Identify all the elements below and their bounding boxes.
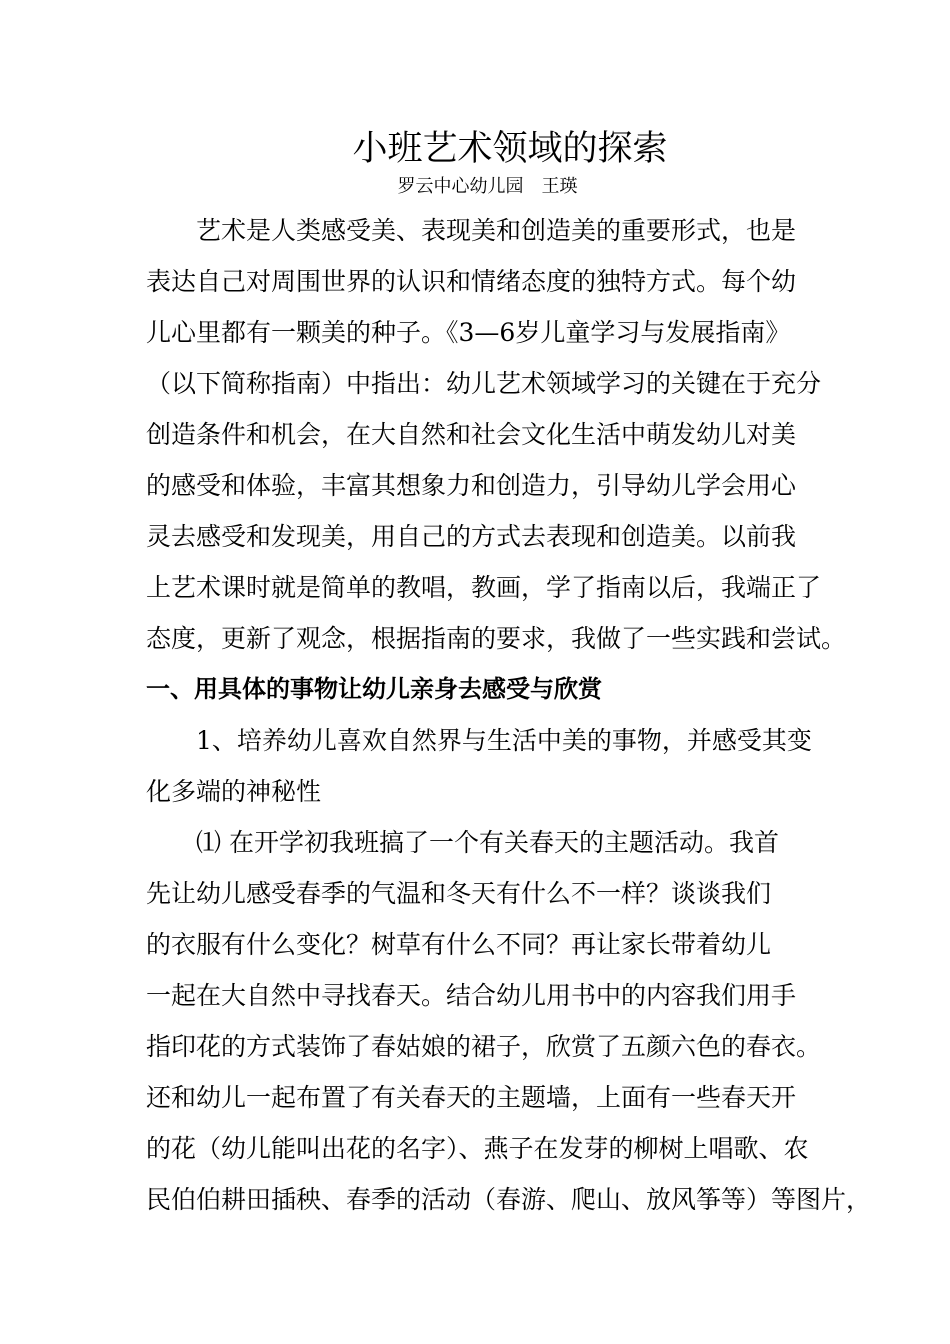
paragraph-line: 指印花的方式装饰了春姑娘的裙子，欣赏了五颜六色的春衣。: [146, 1032, 822, 1061]
paragraph-line: （以下简称指南）中指出：幼儿艺术领域学习的关键在于充分: [146, 369, 822, 398]
subsection-line: 1、培养幼儿喜欢自然界与生活中美的事物，并感受其变: [146, 726, 812, 755]
paragraph-line: 一起在大自然中寻找春天。结合幼儿用书中的内容我们用手: [146, 981, 797, 1010]
paragraph-line: 灵去感受和发现美，用自己的方式去表现和创造美。以前我: [146, 522, 797, 551]
paragraph-line: 创造条件和机会，在大自然和社会文化生活中萌发幼儿对美: [146, 420, 797, 449]
subsection-line: 化多端的神秘性: [146, 777, 322, 806]
paragraph-line: 儿心里都有一颗美的种子。《3—6岁儿童学习与发展指南》: [146, 318, 791, 347]
paragraph-line: ⑴ 在开学初我班搞了一个有关春天的主题活动。我首: [146, 828, 779, 857]
document-author: 罗云中心幼儿园 王瑛: [397, 176, 578, 197]
paragraph-line: 态度，更新了观念，根据指南的要求，我做了一些实践和尝试。: [146, 624, 847, 653]
paragraph-line: 的衣服有什么变化？树草有什么不同？再让家长带着幼儿: [146, 930, 772, 959]
paragraph-line: 的花（幼儿能叫出花的名字）、燕子在发芽的柳树上唱歌、农: [146, 1134, 809, 1163]
section-heading: 一、用具体的事物让幼儿亲身去感受与欣赏: [146, 675, 602, 703]
document-title: 小班艺术领域的探索: [352, 129, 668, 169]
paragraph-line: 先让幼儿感受春季的气温和冬天有什么不一样？谈谈我们: [146, 879, 772, 908]
paragraph-line: 上艺术课时就是简单的教唱，教画，学了指南以后，我端正了: [146, 573, 822, 602]
paragraph-line: 表达自己对周围世界的认识和情绪态度的独特方式。每个幼: [146, 267, 797, 296]
paragraph-line: 民伯伯耕田插秧、春季的活动（春游、爬山、放风筝等）等图片，: [146, 1185, 872, 1214]
paragraph-line: 艺术是人类感受美、表现美和创造美的重要形式，也是: [146, 216, 797, 245]
document-body: [146, 205, 872, 1225]
paragraph-line: 还和幼儿一起布置了有关春天的主题墙，上面有一些春天开: [146, 1083, 797, 1112]
paragraph-line: 的感受和体验，丰富其想象力和创造力，引导幼儿学会用心: [146, 471, 797, 500]
